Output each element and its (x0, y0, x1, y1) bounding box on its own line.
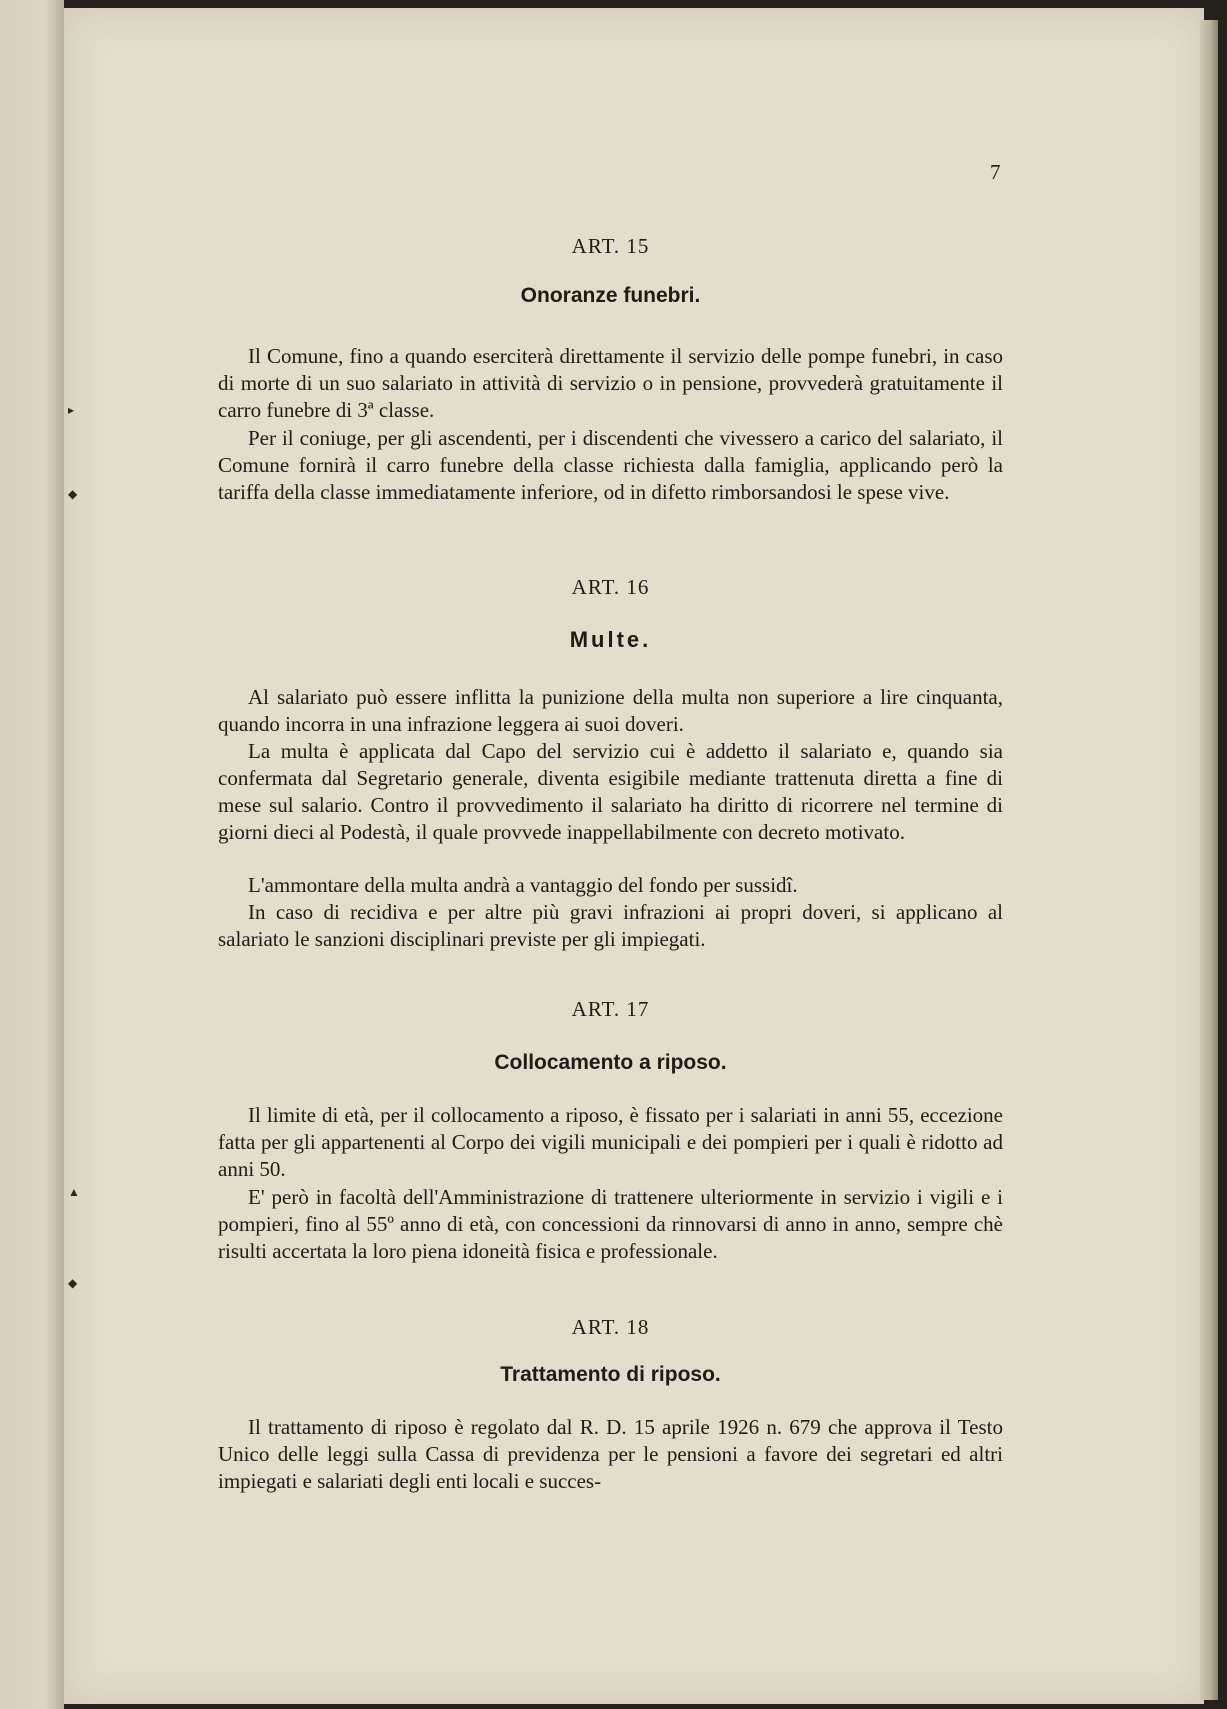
binding-mark: ▸ (68, 403, 75, 417)
page-number: 7 (990, 160, 1001, 184)
article-paragraph: E' però in facoltà dell'Amministrazione di trattenere ulteriormente in servizio i vigili e i pompieri, fino al 55º anno di età, con concessioni da rinnovarsi di anno in anno, sempre chè risulti accertata la loro piena idoneità fisica e professionale. (218, 1185, 1003, 1263)
article-paragraph: Il limite di età, per il collocamento a riposo, è fissato per i salariati in anni 55, eccezione fatta per gli appartenenti al Corpo dei vigili municipali e dei pompieri per i quali è ridotto ad anni 50. (218, 1103, 1003, 1181)
article-title: Collocamento a riposo. (494, 1051, 727, 1074)
previous-page-edge (0, 0, 64, 1709)
binding-mark: ▲ (68, 1185, 80, 1199)
article-paragraph: In caso di recidiva e per altre più gravi infrazioni ai propri doveri, si applicano al salariato le sanzioni disciplinari previste per gli impiegati. (218, 900, 1003, 951)
binding-mark: ◆ (68, 1276, 78, 1290)
article-paragraph: Il Comune, fino a quando eserciterà direttamente il servizio delle pompe funebri, in caso di morte di un suo salariato in attività di servizio o in pensione, provvederà gratuitamente il carro funebre di 3ª classe. (218, 344, 1003, 422)
article-title: Trattamento di riposo. (500, 1363, 721, 1386)
binding-mark: ◆ (68, 487, 78, 501)
article-heading: ART. 16 (571, 575, 650, 599)
article-title: Onoranze funebri. (520, 284, 701, 307)
article-title: Multe. (569, 627, 652, 652)
article-heading: ART. 17 (571, 997, 650, 1021)
article-paragraph: La multa è applicata dal Capo del servizio cui è addetto il salariato e, quando sia confermata dal Segretario generale, diventa esigibile mediante trattenuta diretta a fine di mese sul salario. Contro il provvedimento il salariato ha diritto di ricorrere nel termine di giorni dieci al Podestà, il quale provvede inappellabilmente con decreto motivato. (218, 739, 1003, 844)
article-paragraph: Al salariato può essere inflitta la punizione della multa non superiore a lire cinquanta, quando incorra in una infrazione leggera ai suoi doveri. (218, 685, 1003, 736)
article-heading: ART. 18 (571, 1315, 650, 1339)
article-paragraph: L'ammontare della multa andrà a vantaggio del fondo per sussidî. (248, 873, 798, 897)
page-stack-edge (1200, 20, 1218, 1700)
article-paragraph: Per il coniuge, per gli ascendenti, per i discendenti che vivessero a carico del salariato, il Comune fornirà il carro funebre della classe richiesta dalla famiglia, applicando però la tariffa della classe immediatamente inferiore, od in difetto rimborsandosi le spese vive. (218, 426, 1003, 504)
article-paragraph: Il trattamento di riposo è regolato dal R. D. 15 aprile 1926 n. 679 che approva il Testo Unico delle leggi sulla Cassa di previdenza per le pensioni a favore dei segretari ed altri impiegati e salariati degli enti locali e succes- (218, 1415, 1003, 1493)
article-heading: ART. 15 (571, 234, 650, 258)
